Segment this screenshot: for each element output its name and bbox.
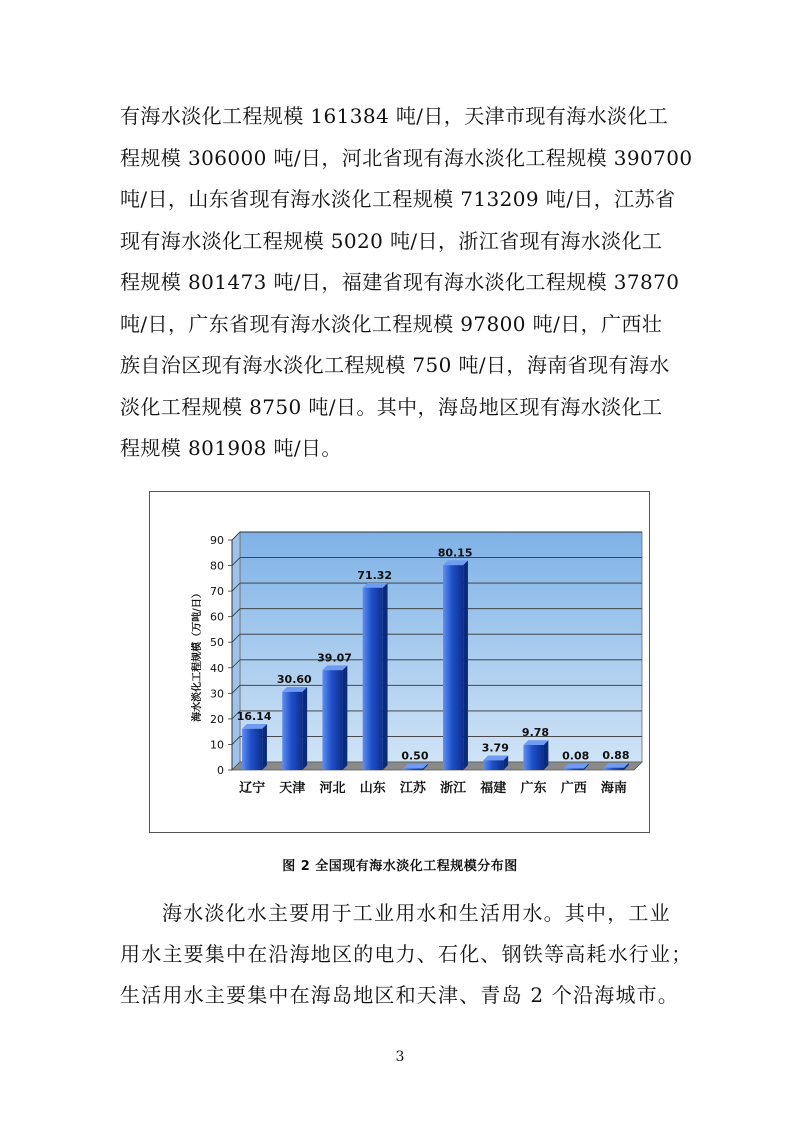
y-tick-label: 80 [210, 559, 224, 573]
bar-value-label: 9.78 [521, 726, 550, 740]
x-tick-label: 江苏 [399, 781, 426, 796]
y-tick-label: 10 [210, 738, 224, 752]
bar-side [302, 687, 307, 770]
paragraph-line: 族自治区现有海水淡化工程规模 750 吨/日，海南省现有海水 [120, 353, 670, 377]
paragraph-line: 吨/日，广东省现有海水淡化工程规模 97800 吨/日，广西壮 [120, 311, 663, 336]
y-tick-label: 90 [210, 534, 224, 547]
bar [282, 692, 302, 770]
x-tick-label: 海南 [600, 781, 627, 796]
body-paragraph-2 [120, 893, 693, 1016]
bar-side [262, 724, 267, 770]
bar [443, 565, 463, 770]
x-tick-label: 河北 [319, 781, 346, 796]
bar-value-label: 80.15 [437, 546, 473, 560]
y-tick-label: 30 [210, 687, 224, 701]
x-tick-label: 山东 [359, 781, 386, 796]
x-tick-label: 浙江 [440, 781, 467, 796]
bar-value-label: 3.79 [481, 741, 509, 755]
paragraph-line: 用水主要集中在沿海地区的电力、石化、钢铁等高耗水行业； [120, 942, 693, 966]
bar-side [343, 665, 348, 770]
y-tick-label: 40 [210, 661, 224, 675]
bar [523, 745, 543, 770]
figure-caption: 图 2 全国现有海水淡化工程规模分布图 [282, 859, 518, 874]
paragraph-line: 海水淡化水主要用于工业用水和生活用水。其中，工业 [162, 901, 671, 925]
y-tick-label: 0 [217, 764, 224, 777]
y-tick-label: 20 [210, 712, 224, 726]
x-tick-label: 天津 [279, 781, 306, 796]
bar [322, 670, 342, 770]
bar-chart [150, 492, 651, 834]
bar [363, 588, 383, 770]
paragraph-line: 吨/日，山东省现有海水淡化工程规模 713209 吨/日，江苏省 [120, 187, 676, 211]
bar [604, 768, 624, 770]
x-tick-label: 福建 [480, 781, 507, 796]
bar-value-label: 39.07 [317, 651, 352, 665]
paragraph-line: 淡化工程规模 8750 吨/日。其中，海岛地区现有海水淡化工 [120, 394, 663, 419]
paragraph-line: 生活用水主要集中在海岛地区和天津、青岛 2 个沿海城市。 [120, 983, 680, 1007]
bar [403, 769, 423, 771]
bar-value-label: 0.50 [401, 749, 429, 763]
bar-value-label: 0.08 [562, 749, 590, 763]
y-tick-label: 70 [210, 585, 224, 599]
y-axis-label: 海水淡化工程规模（万吨/日） [192, 588, 203, 722]
y-tick-label: 50 [210, 636, 224, 650]
paragraph-line: 程规模 801473 吨/日，福建省现有海水淡化工程规模 37870 [120, 270, 680, 294]
x-tick-label: 辽宁 [239, 781, 266, 796]
x-tick-label: 广西 [560, 781, 587, 796]
bar [483, 760, 503, 770]
paragraph-line: 有海水淡化工程规模 161384 吨/日，天津市现有海水淡化工 [120, 104, 669, 128]
bar-value-label: 71.32 [357, 568, 393, 582]
bar-value-label: 16.14 [236, 709, 272, 723]
page-number: 3 [395, 1049, 405, 1065]
paragraph-line: 程规模 306000 吨/日，河北省现有海水淡化工程规模 390700 [120, 145, 693, 170]
bar-side [463, 560, 468, 770]
bar [242, 729, 262, 770]
figure-frame [149, 491, 650, 833]
bar-value-label: 0.88 [602, 748, 630, 762]
y-tick-label: 60 [210, 610, 224, 624]
paragraph-line: 现有海水淡化工程规模 5020 吨/日，浙江省现有海水淡化工 [120, 228, 663, 253]
bar [564, 769, 584, 771]
bar-value-label: 30.60 [276, 673, 312, 686]
x-tick-label: 广东 [520, 781, 547, 796]
bar-side [383, 583, 388, 770]
bar-side [544, 740, 549, 770]
body-paragraph-1 [120, 96, 693, 470]
paragraph-line: 程规模 801908 吨/日。 [120, 436, 342, 460]
chart-side-wall [232, 532, 240, 770]
